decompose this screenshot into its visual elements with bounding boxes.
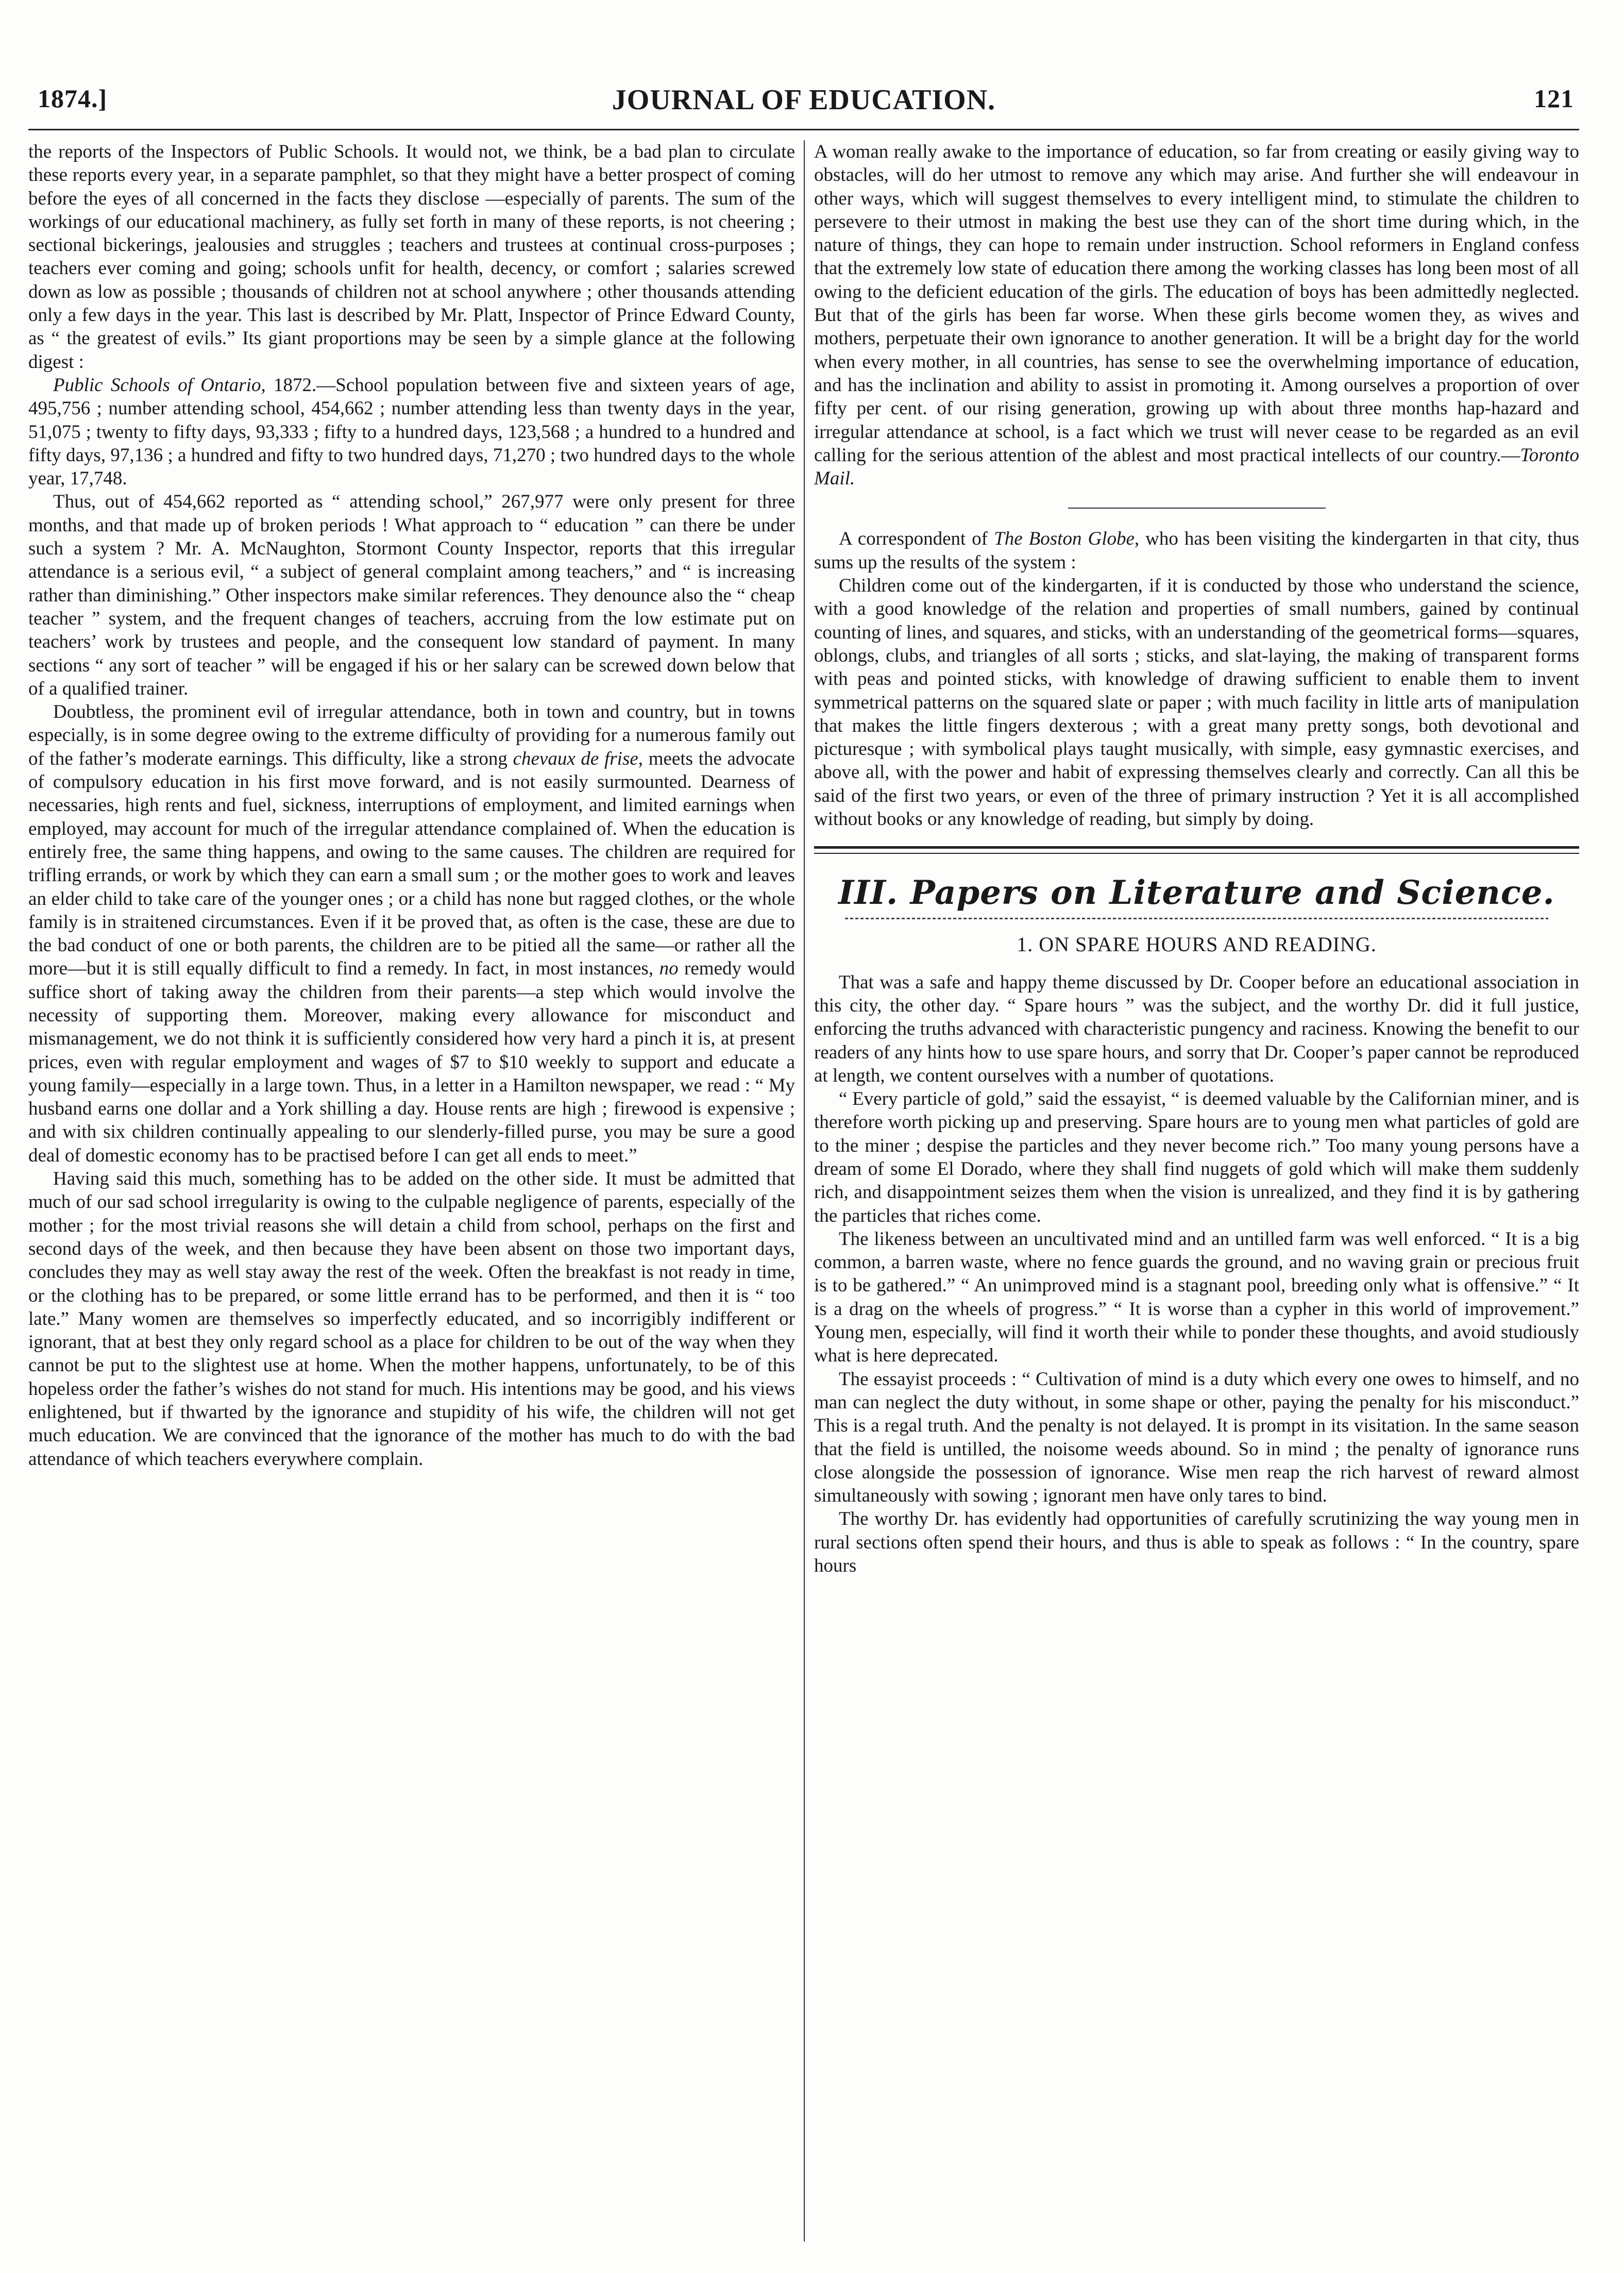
text-columns <box>28 140 1579 2242</box>
right-paragraph-1: A woman really awake to the importance of education, so far from creating or easily giving way to obstacles, will do her utmost to remove any which may arise. And further she will endeavour in other ways, which will suggest themselves to every intelligent mind, to stimulate the children to persevere to their utmost in making the best use they can of the short time during which, in the nature of things, they can hope to remain under instruction. School reformers in England confess that the extremely low state of education there among the working classes has long been most of all owing to the deficient education of the girls. The education of boys has been admittedly neglected. But that of the girls has been far worse. When these girls become women they, as wives and mothers, perpetuate their own ignorance to another generation. It will be a bright day for the world when every mother, in all countries, has sense to see the overwhelming importance of education, and has the inclination and ability to assist in promoting it. Among ourselves a proportion of over fifty per cent. of our rising generation, growing up with about three months hap-hazard and irregular attendance at school, is a fact which we trust will never cease to be regarded as an evil calling for the serious attention of the ablest and most practical intellects of our country.—Toronto Mail. <box>814 141 1579 490</box>
right-paragraph-8: The worthy Dr. has evidently had opportunities of carefully scrutinizing the way young men in rural sections often spend their hours, and thus is able to speak as follows : “ In the country, spare hours <box>814 1508 1579 1577</box>
kindergarten-quote: Children come out of the kindergarten, if it is conducted by those who understand the science, with a good knowledge of the relation and properties of small numbers, gained by continual counting of lines, and squares, and sticks, with an understanding of the geometrical forms—squares, oblongs, clubs, and triangles of all sorts ; sticks, and slat-laying, the making of transparent forms with peas and pointed sticks, with knowledge of drawing sufficient to enable them to invent symmetrical patterns on the squared slate or paper ; with much facility in little arts of manipulation that makes the little fingers dexterous ; with a great many pretty songs, both devotional and picturesque ; with symbolical plays taught musically, with simple, easy gymnastic exercises, and above all, with the power and habit of expressing themselves clearly and correctly. Can all this be said of the first two years, or even of the three of primary instruction ? Yet it is all accomplished without books or any knowledge of reading, but simply by doing. <box>814 575 1579 830</box>
left-paragraph-4: Doubtless, the prominent evil of irregular attendance, both in town and country, but in towns especially, is in some degree owing to the extreme difficulty of providing for a numerous family out of the father’s moderate earnings. This difficulty, like a strong chevaux de frise, meets the advocate of compulsory education in his first move forward, and is not easily surmounted. Dearness of necessaries, high rents and fuel, sickness, interruptions of employment, and limited earnings when employed, may account for much of the irregular attendance complained of. When the education is entirely free, the same thing happens, and owing to the same causes. The children are required for trifling errands, or work by which they can earn a small sum ; or the mother goes to work and leaves an elder child to take care of the younger ones ; or a child has none but ragged clothes, or the whole family is in straitened circumstances. Even if it be proved that, as often is the case, these are due to the bad conduct of one or both parents, the children are to be pitied all the same—or rather all the more—but it is still equally difficult to find a remedy. In fact, in most instances, no remedy would suffice short of taking away the children from their parents—a step which would involve the necessity of supporting them. Moreover, making every allowance for misconduct and mismanagement, we do not think it is sufficiently considered how very hard a pinch it is, at present prices, even with regular employment and wages of $7 to $10 weekly to support and educate a young family—especially in a large town. Thus, in a letter in a Hamilton newspaper, we read : “ My husband earns one dollar and a York shilling a day. House rents are high ; firewood is expensive ; and with six children continually appealing to our slenderly-filled purse, you may be sure a good deal of domestic economy has to be practised before I can get all ends to meet.” <box>28 701 795 1166</box>
running-header <box>28 77 1579 126</box>
right-paragraph-5: “ Every particle of gold,” said the essayist, “ is deemed valuable by the Californian miner, and is therefore worth picking up and preserving. Spare hours are to young men what particles of gold are to the miner ; despise the particles and they never become rich.” Too many young persons have a dream of some El Dorado, where they shall find nuggets of gold which will make them suddenly rich, and disappointment seizes them when the vision is unrealized, and they find it is by gathering the particles that riches come. <box>814 1088 1579 1226</box>
right-paragraph-2: A correspondent of The Boston Globe, who has been visiting the kindergarten in that city, thus sums up the results of the system : <box>814 528 1580 573</box>
right-paragraph-6: The likeness between an uncultivated mind and an untilled farm was well enforced. “ It is a big common, a barren waste, where no fence guards the ground, and no waving grain or precious fruit is to be gathered.” “ An unimproved mind is a stagnant pool, breeding only what is offensive.” “ It is a drag on the wheels of progress.” “ It is worse than a cypher in this world of improvement.” Young men, especially, will find it worth their while to ponder these thoughts, and avoid studiously what is here deprecated. <box>814 1228 1579 1367</box>
section-heading: III. Papers on Literature and Science. <box>838 873 1555 913</box>
left-paragraph-3: Thus, out of 454,662 reported as “ attending school,” 267,977 were only present for three months, and that made up of broken periods ! What approach to “ education ” can there be under such a system ? Mr. A. McNaughton, Stormont County Inspector, reports that this irregular attendance is a serious evil, “ a subject of general complaint among teachers,” and “ is increasing rather than diminishing.” Other inspectors make similar references. They denounce also the “ cheap teacher ” system, and the frequent changes of teachers, accruing from the low estimate put on teachers’ work by trustees and people, and the consequent low standard of payment. In many sections “ any sort of teacher ” will be engaged if his or her salary can be screwed down below that of a qualified trainer. <box>28 491 795 699</box>
short-separator <box>1068 508 1326 509</box>
section-rule-thin <box>814 853 1579 854</box>
right-paragraph-4: That was a safe and happy theme discussed by Dr. Cooper before an educational association in this city, the other day. “ Spare hours ” was the subject, and the worthy Dr. did it full justice, enforcing the truths advanced with characteristic pungency and raciness. Knowing the benefit to our readers of any hints how to use spare hours, and sorry that Dr. Cooper’s paper cannot be reproduced at length, we content ourselves with a number of quotations. <box>814 971 1579 1086</box>
right-column <box>814 140 1579 2242</box>
header-journal-title: JOURNAL OF EDUCATION. <box>612 84 996 116</box>
column-divider <box>804 140 805 2242</box>
left-paragraph-1: the reports of the Inspectors of Public Schools. It would not, we think, be a bad plan to circulate these reports every year, in a separate pamphlet, so that they might have a better prospect of coming before the eyes of all concerned in the facts they disclose —especially of parents. The sum of the workings of our educational machinery, as fully set forth in many of these reports, is not cheering ; sectional bickerings, jealousies and struggles ; teachers and trustees at continual cross-purposes ; teachers ever coming and going; schools unfit for health, decency, or comfort ; salaries screwed down as low as possible ; thousands of children not at school anywhere ; other thousands attending only a few days in the year. This last is described by Mr. Platt, Inspector of Prince Edward County, as “ the greatest of evils.” Its giant proportions may be seen by a simple glance at the following digest : <box>28 141 795 373</box>
right-paragraph-7: The essayist proceeds : “ Cultivation of mind is a duty which every one owes to himself, and no man can neglect the duty without, in some shape or other, paying the penalty for his misconduct.” This is a regal truth. And the penalty is not delayed. It is prompt in its visitation. In the same season that the field is untilled, the noisome weeds abound. So in mind ; the penalty of ignorance runs close alongside the possession of ignorance. Wise men reap the rich harvest of reward almost simultaneously with sowing ; ignorant men have only tares to bind. <box>814 1368 1579 1507</box>
header-rule <box>28 129 1579 130</box>
header-year: 1874.] <box>38 84 108 113</box>
left-column <box>28 140 795 2242</box>
journal-page <box>28 77 1579 2242</box>
wavy-rule <box>845 918 1548 919</box>
article-heading: 1. ON SPARE HOURS AND READING. <box>1017 933 1377 956</box>
digest-title: Public Schools of Ontario, <box>53 374 266 396</box>
source-credit: Toronto Mail. <box>814 444 1579 490</box>
left-paragraph-5: Having said this much, something has to be added on the other side. It must be admitted that much of our sad school irregularity is owing to the culpable negligence of parents, especially of the mother ; for the most trivial reasons she will detain a child from school, perhaps on the first and second days of the week, and then because they have been absent on those two important days, concludes they may as well stay away the rest of the week. Often the breakfast is not ready in time, or the clothing has to be prepared, or some little errand has to be performed, and then it is “ too late.” Many women are themselves so imperfectly educated, and so incorrigibly indifferent or ignorant, that at best they only regard school as a place for children to be out of the way when they cannot be put to the slightest use at home. When the mother happens, unfortunately, to be of this hopeless order the father’s wishes do not stand for much. His intentions may be good, and his views enlightened, but if thwarted by the ignorance and stupidity of his wife, the children will not get much education. We are convinced that the ignorance of the mother has much to do with the bad attendance of which teachers everywhere complain. <box>28 1168 795 1470</box>
header-page-number: 121 <box>1534 84 1574 113</box>
left-paragraph-digest: Public Schools of Ontario, 1872.—School population between five and sixteen years of age, 495,756 ; number attending school, 454,662 ; number attending less than twenty days in the year, 51,075 ; twenty to fifty days, 93,333 ; fifty to a hundred days, 123,568 ; a hundred to a hundred and fifty days, 97,136 ; a hundred and fifty to two hundred days, 71,270 ; two hundred days to the whole year, 17,748. <box>28 374 795 490</box>
section-rule-thick <box>814 846 1579 849</box>
